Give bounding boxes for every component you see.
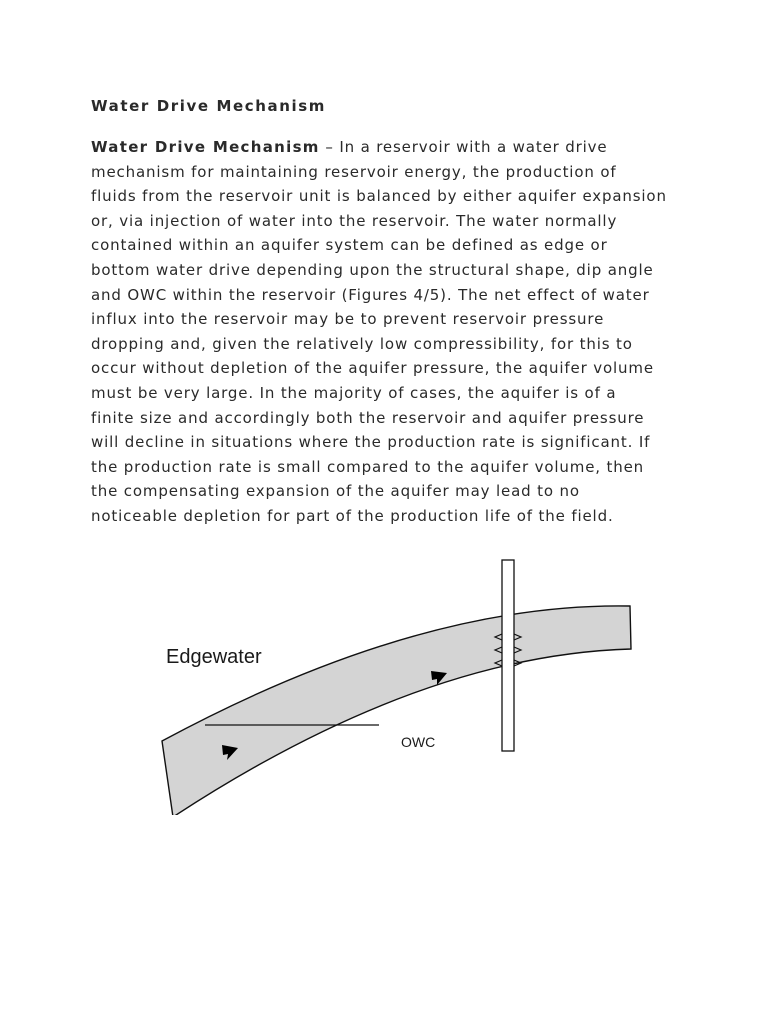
paragraph-line: contained within an aquifer system can be defined as edge or: [91, 236, 608, 255]
paragraph-line: influx into the reservoir may be to prevent reservoir pressure: [91, 310, 605, 329]
paragraph-line: the compensating expansion of the aquifer may lead to no: [91, 482, 580, 501]
paragraph-line: occur without depletion of the aquifer pressure, the aquifer volume: [91, 359, 654, 378]
paragraph-line: fluids from the reservoir unit is balanced by either aquifer expansion: [91, 187, 667, 206]
body-paragraph: [91, 135, 691, 529]
paragraph-line: must be very large. In the majority of cases, the aquifer is of a: [91, 383, 617, 402]
paragraph-line: finite size and accordingly both the reservoir and aquifer pressure: [91, 408, 645, 427]
paragraph-line: or, via injection of water into the reservoir. The water normally: [91, 211, 618, 230]
paragraph-line: and OWC within the reservoir (Figures 4/5). The net effect of water: [91, 285, 650, 304]
edgewater-diagram: [150, 555, 640, 815]
lead-dash: –: [319, 138, 340, 156]
line-text: In a reservoir with a water drive: [339, 138, 608, 156]
paragraph-line: bottom water drive depending upon the structural shape, dip angle: [91, 260, 654, 279]
reservoir-band: [162, 606, 631, 815]
paragraph-line: dropping and, given the relatively low compressibility, for this to: [91, 334, 633, 353]
owc-label: OWC: [401, 734, 436, 750]
wellbore: [502, 560, 514, 751]
edgewater-label: Edgewater: [166, 646, 262, 668]
paragraph-line: the production rate is small compared to the aquifer volume, then: [91, 457, 645, 476]
paragraph-line: mechanism for maintaining reservoir energy, the production of: [91, 162, 617, 181]
paragraph-line: [91, 135, 691, 160]
paragraph-lead: Water Drive Mechanism: [91, 138, 320, 156]
paragraph-line: noticeable depletion for part of the production life of the field.: [91, 506, 614, 525]
page-title: Water Drive Mechanism: [91, 97, 327, 115]
paragraph-line: will decline in situations where the production rate is significant. If: [91, 433, 651, 452]
